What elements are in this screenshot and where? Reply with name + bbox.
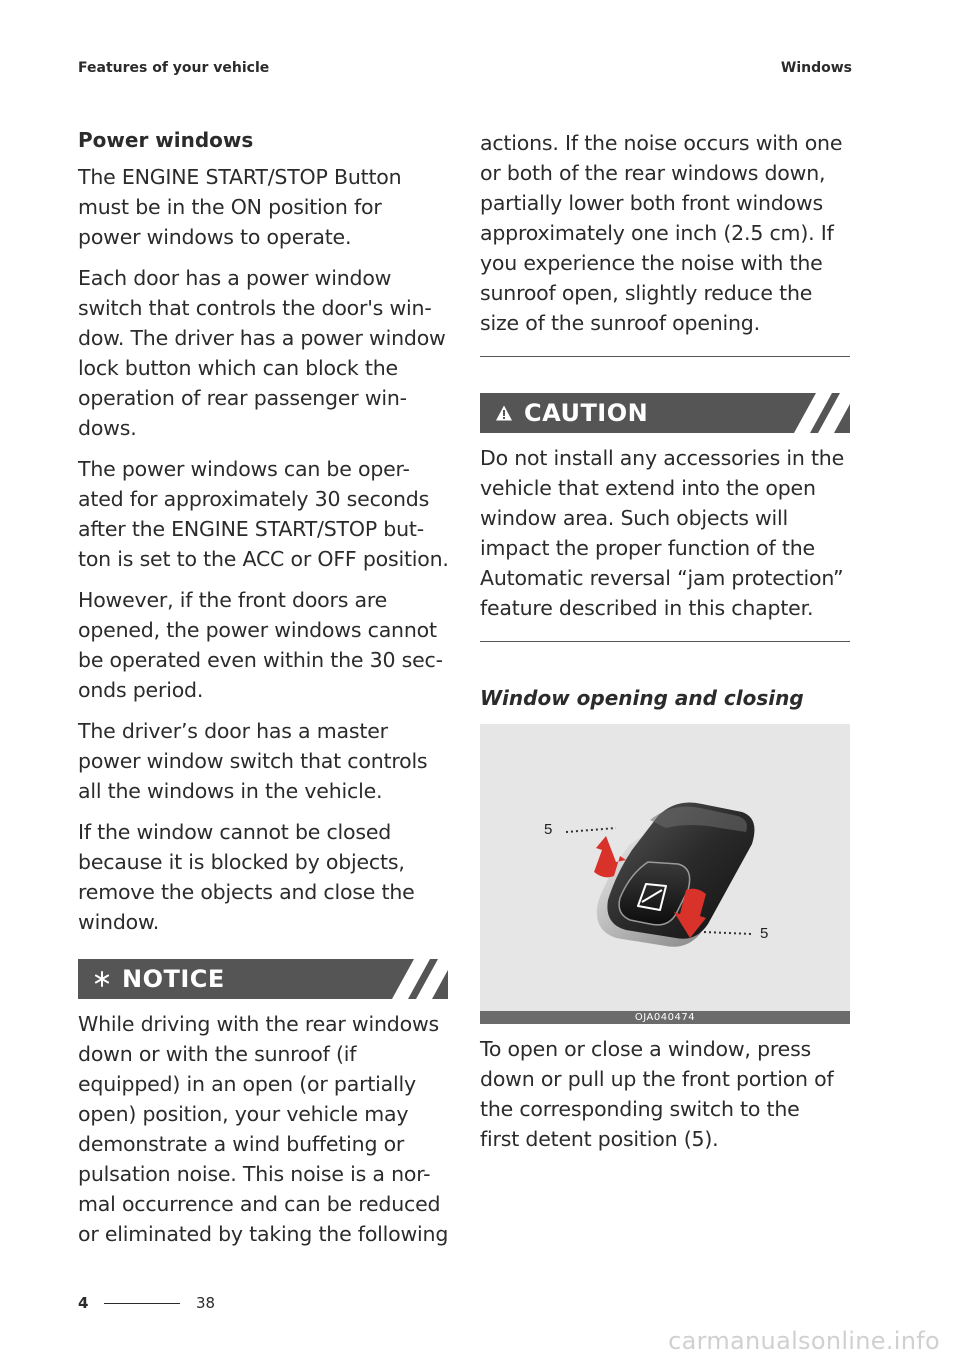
left-column bbox=[78, 128, 450, 1260]
text-line: sunroof open, slightly reduce the bbox=[480, 281, 813, 305]
text-line: actions. If the noise occurs with one bbox=[480, 131, 843, 155]
notice-label: NOTICE bbox=[122, 965, 225, 993]
text-line: window area. Such objects will bbox=[480, 506, 789, 530]
callout-top-label: 5 bbox=[544, 821, 553, 838]
banner-stripes-decoration bbox=[780, 393, 850, 433]
text-line: power window switch that controls bbox=[78, 749, 428, 773]
text-line: switch that controls the door's win- bbox=[78, 296, 432, 320]
footer-chapter-number: 4 bbox=[78, 1294, 89, 1312]
text-line: because it is blocked by objects, bbox=[78, 850, 405, 874]
text-line: To open or close a window, press bbox=[480, 1037, 812, 1061]
paragraph-open-close bbox=[480, 1034, 852, 1154]
notice-text bbox=[78, 1009, 450, 1249]
caution-text bbox=[480, 443, 852, 623]
footer-rule bbox=[104, 1303, 180, 1304]
text-line: vehicle that extend into the open bbox=[480, 476, 816, 500]
text-line: window. bbox=[78, 910, 160, 934]
text-line: If the window cannot be closed bbox=[78, 820, 392, 844]
running-header-topic: Windows bbox=[780, 60, 852, 76]
text-line: approximately one inch (2.5 cm). If bbox=[480, 221, 834, 245]
paragraph-engine-button bbox=[78, 162, 450, 252]
text-line: down or with the sunroof (if bbox=[78, 1042, 357, 1066]
running-header-section: Features of your vehicle bbox=[78, 60, 270, 76]
right-column bbox=[480, 128, 852, 1165]
text-line: the corresponding switch to the bbox=[480, 1097, 800, 1121]
divider-rule bbox=[480, 641, 850, 642]
text-line: equipped) in an open (or partially bbox=[78, 1072, 416, 1096]
paragraph-door-switch bbox=[78, 263, 450, 443]
text-line: The driver’s door has a master bbox=[78, 719, 388, 743]
text-line: ated for approximately 30 seconds bbox=[78, 487, 430, 511]
text-line: Do not install any accessories in the bbox=[480, 446, 845, 470]
text-line: partially lower both front windows bbox=[480, 191, 823, 215]
text-line: Each door has a power window bbox=[78, 266, 392, 290]
text-line: power windows to operate. bbox=[78, 225, 352, 249]
text-line: first detent position (5). bbox=[480, 1127, 719, 1151]
text-line: onds period. bbox=[78, 678, 204, 702]
text-line: The ENGINE START/STOP Button bbox=[78, 165, 402, 189]
watermark: carmanualsonline.info bbox=[668, 1327, 940, 1355]
section-title-power-windows: Power windows bbox=[78, 128, 254, 152]
text-line: dows. bbox=[78, 416, 137, 440]
asterisk-icon bbox=[92, 969, 112, 989]
text-line: you experience the noise with the bbox=[480, 251, 823, 275]
paragraph-blocked-window bbox=[78, 817, 450, 937]
subsection-title-window-opening: Window opening and closing bbox=[480, 686, 804, 710]
footer-page-number: 38 bbox=[196, 1294, 216, 1312]
text-line: open) position, your vehicle may bbox=[78, 1102, 409, 1126]
paragraph-master-switch bbox=[78, 716, 450, 806]
text-line: must be in the ON position for bbox=[78, 195, 382, 219]
text-line: be operated even within the 30 sec- bbox=[78, 648, 443, 672]
text-line: operation of rear passenger win- bbox=[78, 386, 407, 410]
text-line: lock button which can block the bbox=[78, 356, 398, 380]
text-line: While driving with the rear windows bbox=[78, 1012, 439, 1036]
text-line: pulsation noise. This noise is a nor- bbox=[78, 1162, 431, 1186]
paragraph-30-seconds bbox=[78, 454, 450, 574]
text-line: Automatic reversal “jam protection” bbox=[480, 566, 844, 590]
text-line: feature described in this chapter. bbox=[480, 596, 814, 620]
caution-banner bbox=[480, 393, 850, 433]
window-switch-figure bbox=[480, 724, 850, 1024]
text-line: ton is set to the ACC or OFF position. bbox=[78, 547, 449, 571]
text-line: all the windows in the vehicle. bbox=[78, 779, 383, 803]
text-line: impact the proper function of the bbox=[480, 536, 815, 560]
caution-label: CAUTION bbox=[524, 399, 649, 427]
callout-bottom-label: 5 bbox=[760, 925, 769, 942]
text-line: demonstrate a wind buffeting or bbox=[78, 1132, 405, 1156]
text-line: mal occurrence and can be reduced bbox=[78, 1192, 441, 1216]
text-line: or eliminated by taking the following bbox=[78, 1222, 449, 1246]
text-line: down or pull up the front portion of bbox=[480, 1067, 834, 1091]
text-line: remove the objects and close the bbox=[78, 880, 415, 904]
text-line: However, if the front doors are bbox=[78, 588, 388, 612]
banner-stripes-decoration bbox=[378, 959, 448, 999]
text-line: opened, the power windows cannot bbox=[78, 618, 437, 642]
text-line: The power windows can be oper- bbox=[78, 457, 410, 481]
notice-continuation bbox=[480, 128, 852, 338]
figure-code-bar: OJA040474 bbox=[480, 1011, 850, 1024]
divider-rule bbox=[480, 356, 850, 357]
text-line: or both of the rear windows down, bbox=[480, 161, 826, 185]
notice-banner bbox=[78, 959, 448, 999]
text-line: after the ENGINE START/STOP but- bbox=[78, 517, 424, 541]
text-line: size of the sunroof opening. bbox=[480, 311, 760, 335]
text-line: dow. The driver has a power window bbox=[78, 326, 446, 350]
paragraph-front-doors bbox=[78, 585, 450, 705]
warning-triangle-icon bbox=[494, 403, 514, 423]
